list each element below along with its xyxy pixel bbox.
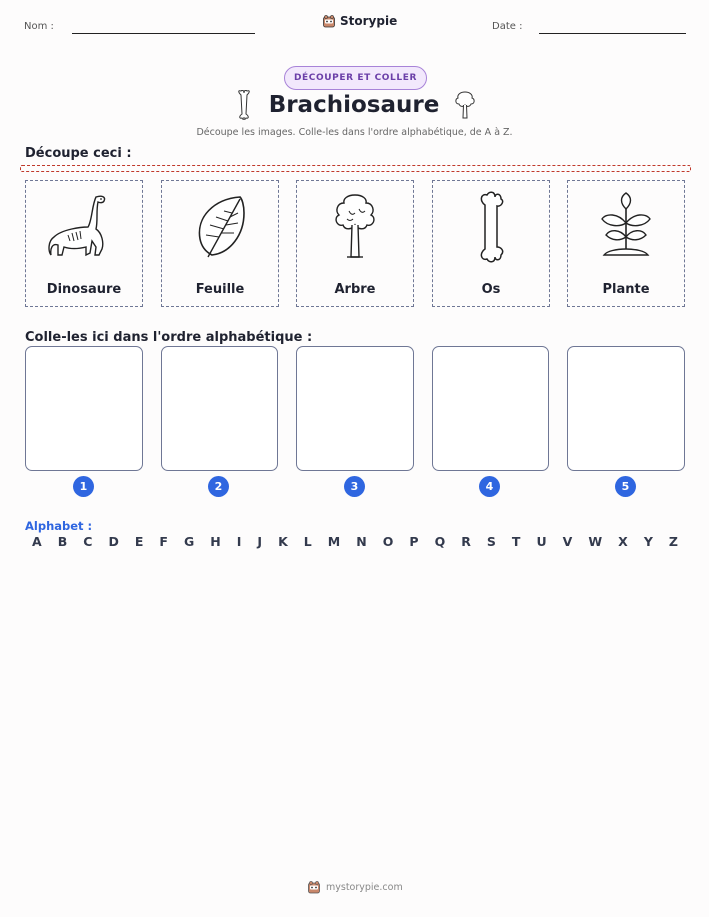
date-label: Date : xyxy=(492,21,523,32)
paste-box-2[interactable] xyxy=(161,346,278,471)
alphabet-letter: I xyxy=(236,534,242,549)
alphabet-letter: E xyxy=(134,534,144,549)
paste-box-5[interactable] xyxy=(567,346,685,471)
dinosaur-icon xyxy=(48,191,120,263)
cut-guide-line xyxy=(20,165,691,172)
cut-card-feuille[interactable] xyxy=(161,180,279,307)
tree-icon xyxy=(319,191,391,263)
alphabet-letter: M xyxy=(327,534,341,549)
paste-box-1[interactable] xyxy=(25,346,143,471)
alphabet-letter: H xyxy=(210,534,221,549)
alphabet-letter: F xyxy=(159,534,168,549)
storypie-mascot-icon xyxy=(307,880,321,894)
card-label: Arbre xyxy=(334,282,376,297)
card-label: Plante xyxy=(602,282,650,297)
alphabet-letter: J xyxy=(257,534,263,549)
footer xyxy=(307,880,403,894)
cut-card-dinosaure[interactable] xyxy=(25,180,143,307)
alphabet-letter: X xyxy=(618,534,628,549)
leaf-icon xyxy=(184,191,256,263)
date-line xyxy=(539,33,686,34)
alphabet-letter: S xyxy=(486,534,496,549)
alphabet-row xyxy=(32,534,678,549)
card-label: Dinosaure xyxy=(46,282,122,297)
alphabet-letter: A xyxy=(32,534,42,549)
alphabet-letter: B xyxy=(57,534,68,549)
card-label: Os xyxy=(481,282,501,297)
alphabet-letter: G xyxy=(183,534,195,549)
alphabet-letter: T xyxy=(511,534,521,549)
tree-icon xyxy=(454,90,476,120)
cut-card-os[interactable] xyxy=(432,180,550,307)
alphabet-letter: K xyxy=(278,534,288,549)
name-line xyxy=(72,33,255,34)
order-number-2: 2 xyxy=(208,476,229,497)
bone-icon xyxy=(236,90,252,120)
name-label: Nom : xyxy=(24,21,54,32)
storypie-mascot-icon xyxy=(322,14,336,28)
alphabet-letter: Z xyxy=(668,534,678,549)
alphabet-letter: R xyxy=(461,534,471,549)
alphabet-letter: V xyxy=(562,534,573,549)
alphabet-letter: D xyxy=(108,534,119,549)
cut-heading: Découpe ceci : xyxy=(25,146,132,161)
alphabet-letter: Y xyxy=(643,534,653,549)
alphabet-letter: N xyxy=(356,534,367,549)
brand-logo xyxy=(322,14,397,28)
order-number-4: 4 xyxy=(479,476,500,497)
order-number-5: 5 xyxy=(615,476,636,497)
brand-name: Storypie xyxy=(340,14,398,28)
cut-card-plante[interactable] xyxy=(567,180,685,307)
paste-box-4[interactable] xyxy=(432,346,549,471)
page-title: Brachiosaure xyxy=(268,92,440,118)
cut-card-arbre[interactable] xyxy=(296,180,414,307)
footer-site: mystorypie.com xyxy=(326,881,403,893)
alphabet-letter: W xyxy=(588,534,603,549)
alphabet-letter: P xyxy=(409,534,419,549)
alphabet-letter: U xyxy=(536,534,547,549)
plant-icon xyxy=(590,191,662,263)
alphabet-letter: O xyxy=(382,534,394,549)
alphabet-letter: C xyxy=(83,534,93,549)
alphabet-label: Alphabet : xyxy=(25,519,93,533)
paste-heading: Colle-les ici dans l'ordre alphabétique : xyxy=(25,330,313,345)
paste-box-3[interactable] xyxy=(296,346,414,471)
instructions: Découpe les images. Colle-les dans l'ordre alphabétique, de A à Z. xyxy=(196,127,513,138)
bone-icon xyxy=(455,191,527,263)
card-label: Feuille xyxy=(195,282,245,297)
alphabet-letter: L xyxy=(303,534,312,549)
order-number-1: 1 xyxy=(73,476,94,497)
alphabet-letter: Q xyxy=(434,534,446,549)
activity-badge: DÉCOUPER ET COLLER xyxy=(284,66,427,90)
order-number-3: 3 xyxy=(344,476,365,497)
